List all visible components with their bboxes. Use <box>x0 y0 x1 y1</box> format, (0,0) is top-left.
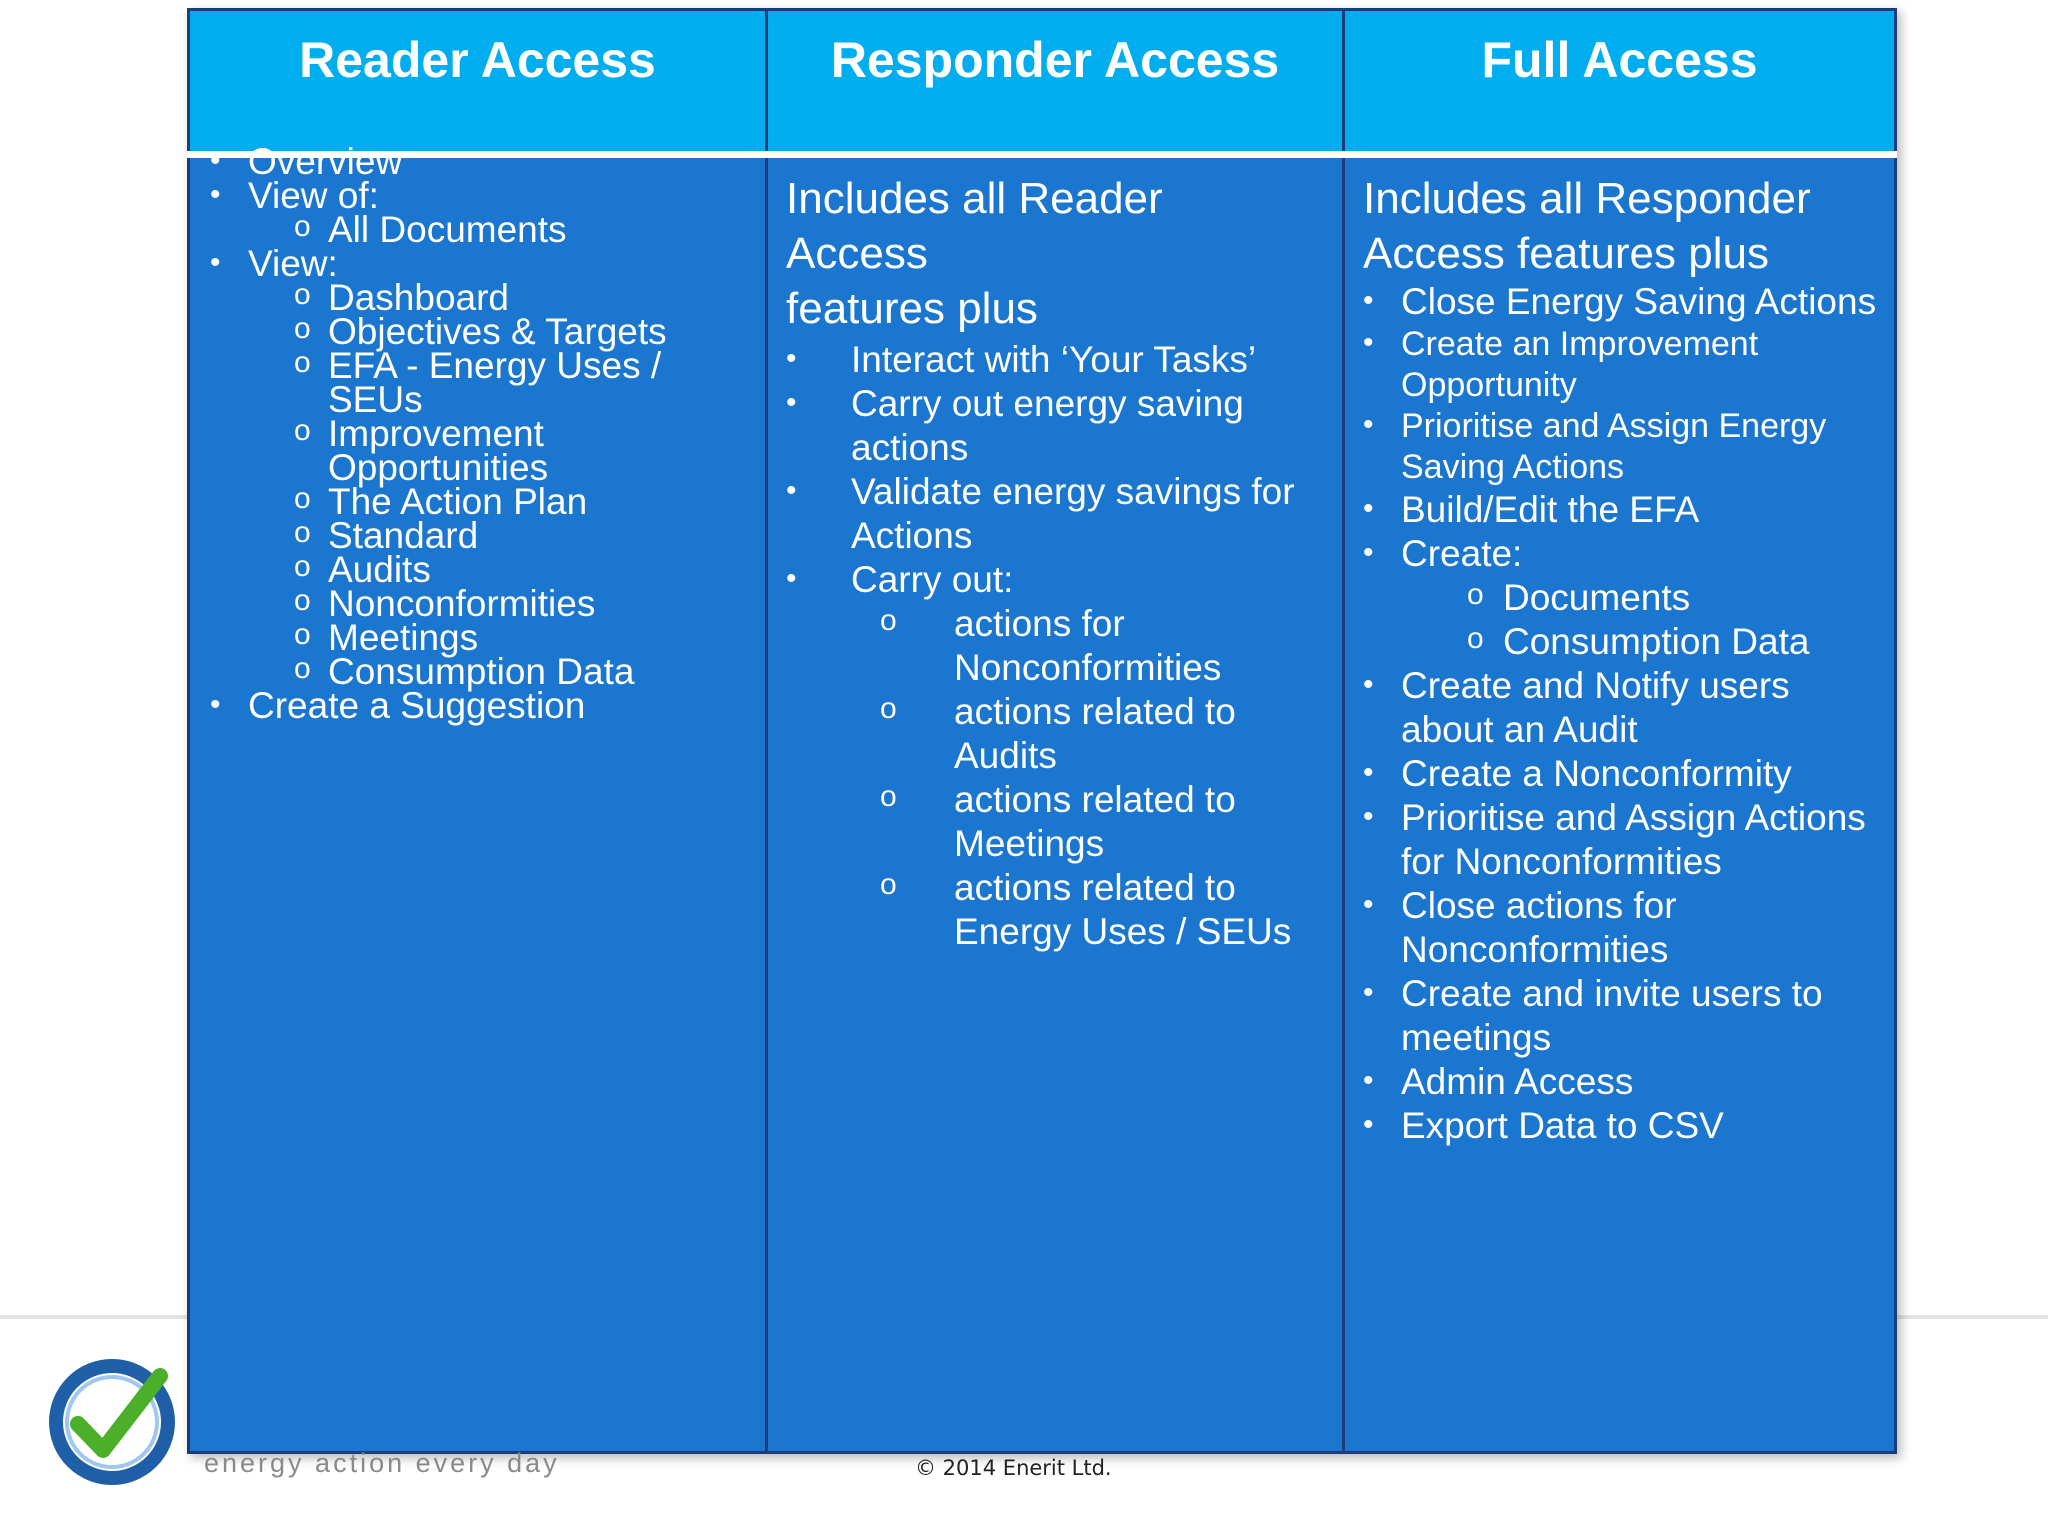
copyright-text: © 2014 Enerit Ltd. <box>915 1456 1112 1480</box>
circle-bullet-icon: o <box>294 652 311 685</box>
bullet-icon: • <box>1363 284 1374 317</box>
bullet-icon: • <box>1363 1108 1374 1141</box>
bullet-icon: • <box>786 342 797 375</box>
header-separator <box>765 151 1342 158</box>
intro-line: Includes all Reader <box>786 174 1163 223</box>
circle-bullet-icon: o <box>294 278 311 311</box>
list-item: about an Audit <box>1401 709 1638 750</box>
circle-bullet-icon: o <box>1467 578 1484 611</box>
list-item: actions for <box>954 603 1125 644</box>
list-item: Create and invite users to <box>1401 973 1823 1014</box>
list-item: Create a Nonconformity <box>1401 753 1792 794</box>
circle-bullet-icon: o <box>880 692 897 725</box>
list-item: Nonconformities <box>954 647 1222 688</box>
bullet-icon: • <box>1363 1064 1374 1097</box>
full-access-column <box>1342 8 1897 1454</box>
bullet-icon: • <box>786 562 797 595</box>
list-item: Create a Suggestion <box>248 685 586 726</box>
list-item: Carry out energy saving <box>851 383 1244 424</box>
circle-bullet-icon: o <box>880 868 897 901</box>
list-item: Create: <box>1401 533 1523 574</box>
responder-access-body <box>765 158 1342 1454</box>
list-item: Prioritise and Assign Actions <box>1401 797 1866 838</box>
circle-bullet-icon: o <box>1467 622 1484 655</box>
bullet-icon: • <box>1363 408 1374 441</box>
list-item: Carry out: <box>851 559 1014 600</box>
circle-bullet-icon: o <box>880 780 897 813</box>
circle-bullet-icon: o <box>294 516 311 549</box>
circle-bullet-icon: o <box>294 414 311 447</box>
bullet-icon: • <box>1363 326 1374 359</box>
list-item: meetings <box>1401 1017 1552 1058</box>
list-item: actions related to <box>954 867 1236 908</box>
list-item: SEUs <box>328 379 423 420</box>
bullet-icon: • <box>1363 536 1374 569</box>
list-item: View of: <box>248 175 379 216</box>
list-item: Close actions for <box>1401 885 1677 926</box>
bullet-icon: • <box>210 178 221 211</box>
list-item: Documents <box>1503 577 1691 618</box>
list-item: Improvement <box>328 413 544 454</box>
list-item: Export Data to CSV <box>1401 1105 1724 1146</box>
bullet-icon: • <box>1363 888 1374 921</box>
bullet-icon: • <box>1363 800 1374 833</box>
circle-bullet-icon: o <box>880 604 897 637</box>
circle-bullet-icon: o <box>294 584 311 617</box>
list-item: Energy Uses / SEUs <box>954 911 1292 952</box>
list-item: All Documents <box>328 209 567 250</box>
list-item: Objectives & Targets <box>328 311 667 352</box>
reader-access-column <box>187 8 765 1454</box>
circle-bullet-icon: o <box>294 550 311 583</box>
list-item: Overview <box>248 141 403 182</box>
list-item: Opportunity <box>1401 366 1577 404</box>
list-item: Interact with ‘Your Tasks’ <box>851 339 1257 380</box>
list-item: Opportunities <box>328 447 549 488</box>
checkmark-logo-icon <box>48 1358 176 1486</box>
bullet-icon: • <box>210 688 221 721</box>
circle-bullet-icon: o <box>294 346 311 379</box>
list-item: View: <box>248 243 338 284</box>
bullet-icon: • <box>210 246 221 279</box>
list-item: Create an Improvement <box>1401 325 1759 363</box>
list-item: Nonconformities <box>328 583 596 624</box>
bullet-icon: • <box>210 144 221 177</box>
list-item: Dashboard <box>328 277 510 318</box>
bullet-icon: • <box>1363 668 1374 701</box>
list-item: Consumption Data <box>1503 621 1810 662</box>
list-item: The Action Plan <box>328 481 588 522</box>
list-item: Meetings <box>954 823 1105 864</box>
list-item: Validate energy savings for <box>851 471 1295 512</box>
list-item: Build/Edit the EFA <box>1401 489 1700 530</box>
full-access-header: Full Access <box>1342 8 1897 151</box>
list-item: Admin Access <box>1401 1061 1634 1102</box>
reader-access-body <box>187 141 765 1454</box>
list-item: Consumption Data <box>328 651 635 692</box>
intro-line: Access features plus <box>1363 229 1769 278</box>
bullet-icon: • <box>786 474 797 507</box>
list-item: Meetings <box>328 617 479 658</box>
intro-line: Includes all Responder <box>1363 174 1811 223</box>
responder-access-header: Responder Access <box>765 8 1342 151</box>
bullet-icon: • <box>1363 976 1374 1009</box>
circle-bullet-icon: o <box>294 312 311 345</box>
circle-bullet-icon: o <box>294 210 311 243</box>
access-levels-table <box>187 8 1897 1454</box>
reader-access-header: Reader Access <box>187 8 765 151</box>
header-separator <box>1342 151 1897 158</box>
bullet-icon: • <box>786 386 797 419</box>
list-item: Standard <box>328 515 479 556</box>
bullet-icon: • <box>1363 492 1374 525</box>
list-item: Actions <box>851 515 973 556</box>
list-item: actions related to <box>954 779 1236 820</box>
intro-line: Access <box>786 229 928 278</box>
responder-access-column <box>765 8 1342 1454</box>
list-item: Nonconformities <box>1401 929 1669 970</box>
brand-tagline: energy action every day <box>204 1448 560 1478</box>
list-item: Prioritise and Assign Energy <box>1401 407 1827 445</box>
list-item: Create and Notify users <box>1401 665 1790 706</box>
list-item: actions <box>851 427 969 468</box>
full-access-body <box>1342 158 1897 1454</box>
list-item: Audits <box>954 735 1057 776</box>
list-item: Close Energy Saving Actions <box>1401 281 1877 322</box>
list-item: for Nonconformities <box>1401 841 1722 882</box>
list-item: EFA - Energy Uses / <box>328 345 662 386</box>
bullet-icon: • <box>1363 756 1374 789</box>
list-item: Audits <box>328 549 431 590</box>
list-item: actions related to <box>954 691 1236 732</box>
list-item: Saving Actions <box>1401 448 1625 486</box>
circle-bullet-icon: o <box>294 482 311 515</box>
circle-bullet-icon: o <box>294 618 311 651</box>
intro-line: features plus <box>786 284 1038 333</box>
